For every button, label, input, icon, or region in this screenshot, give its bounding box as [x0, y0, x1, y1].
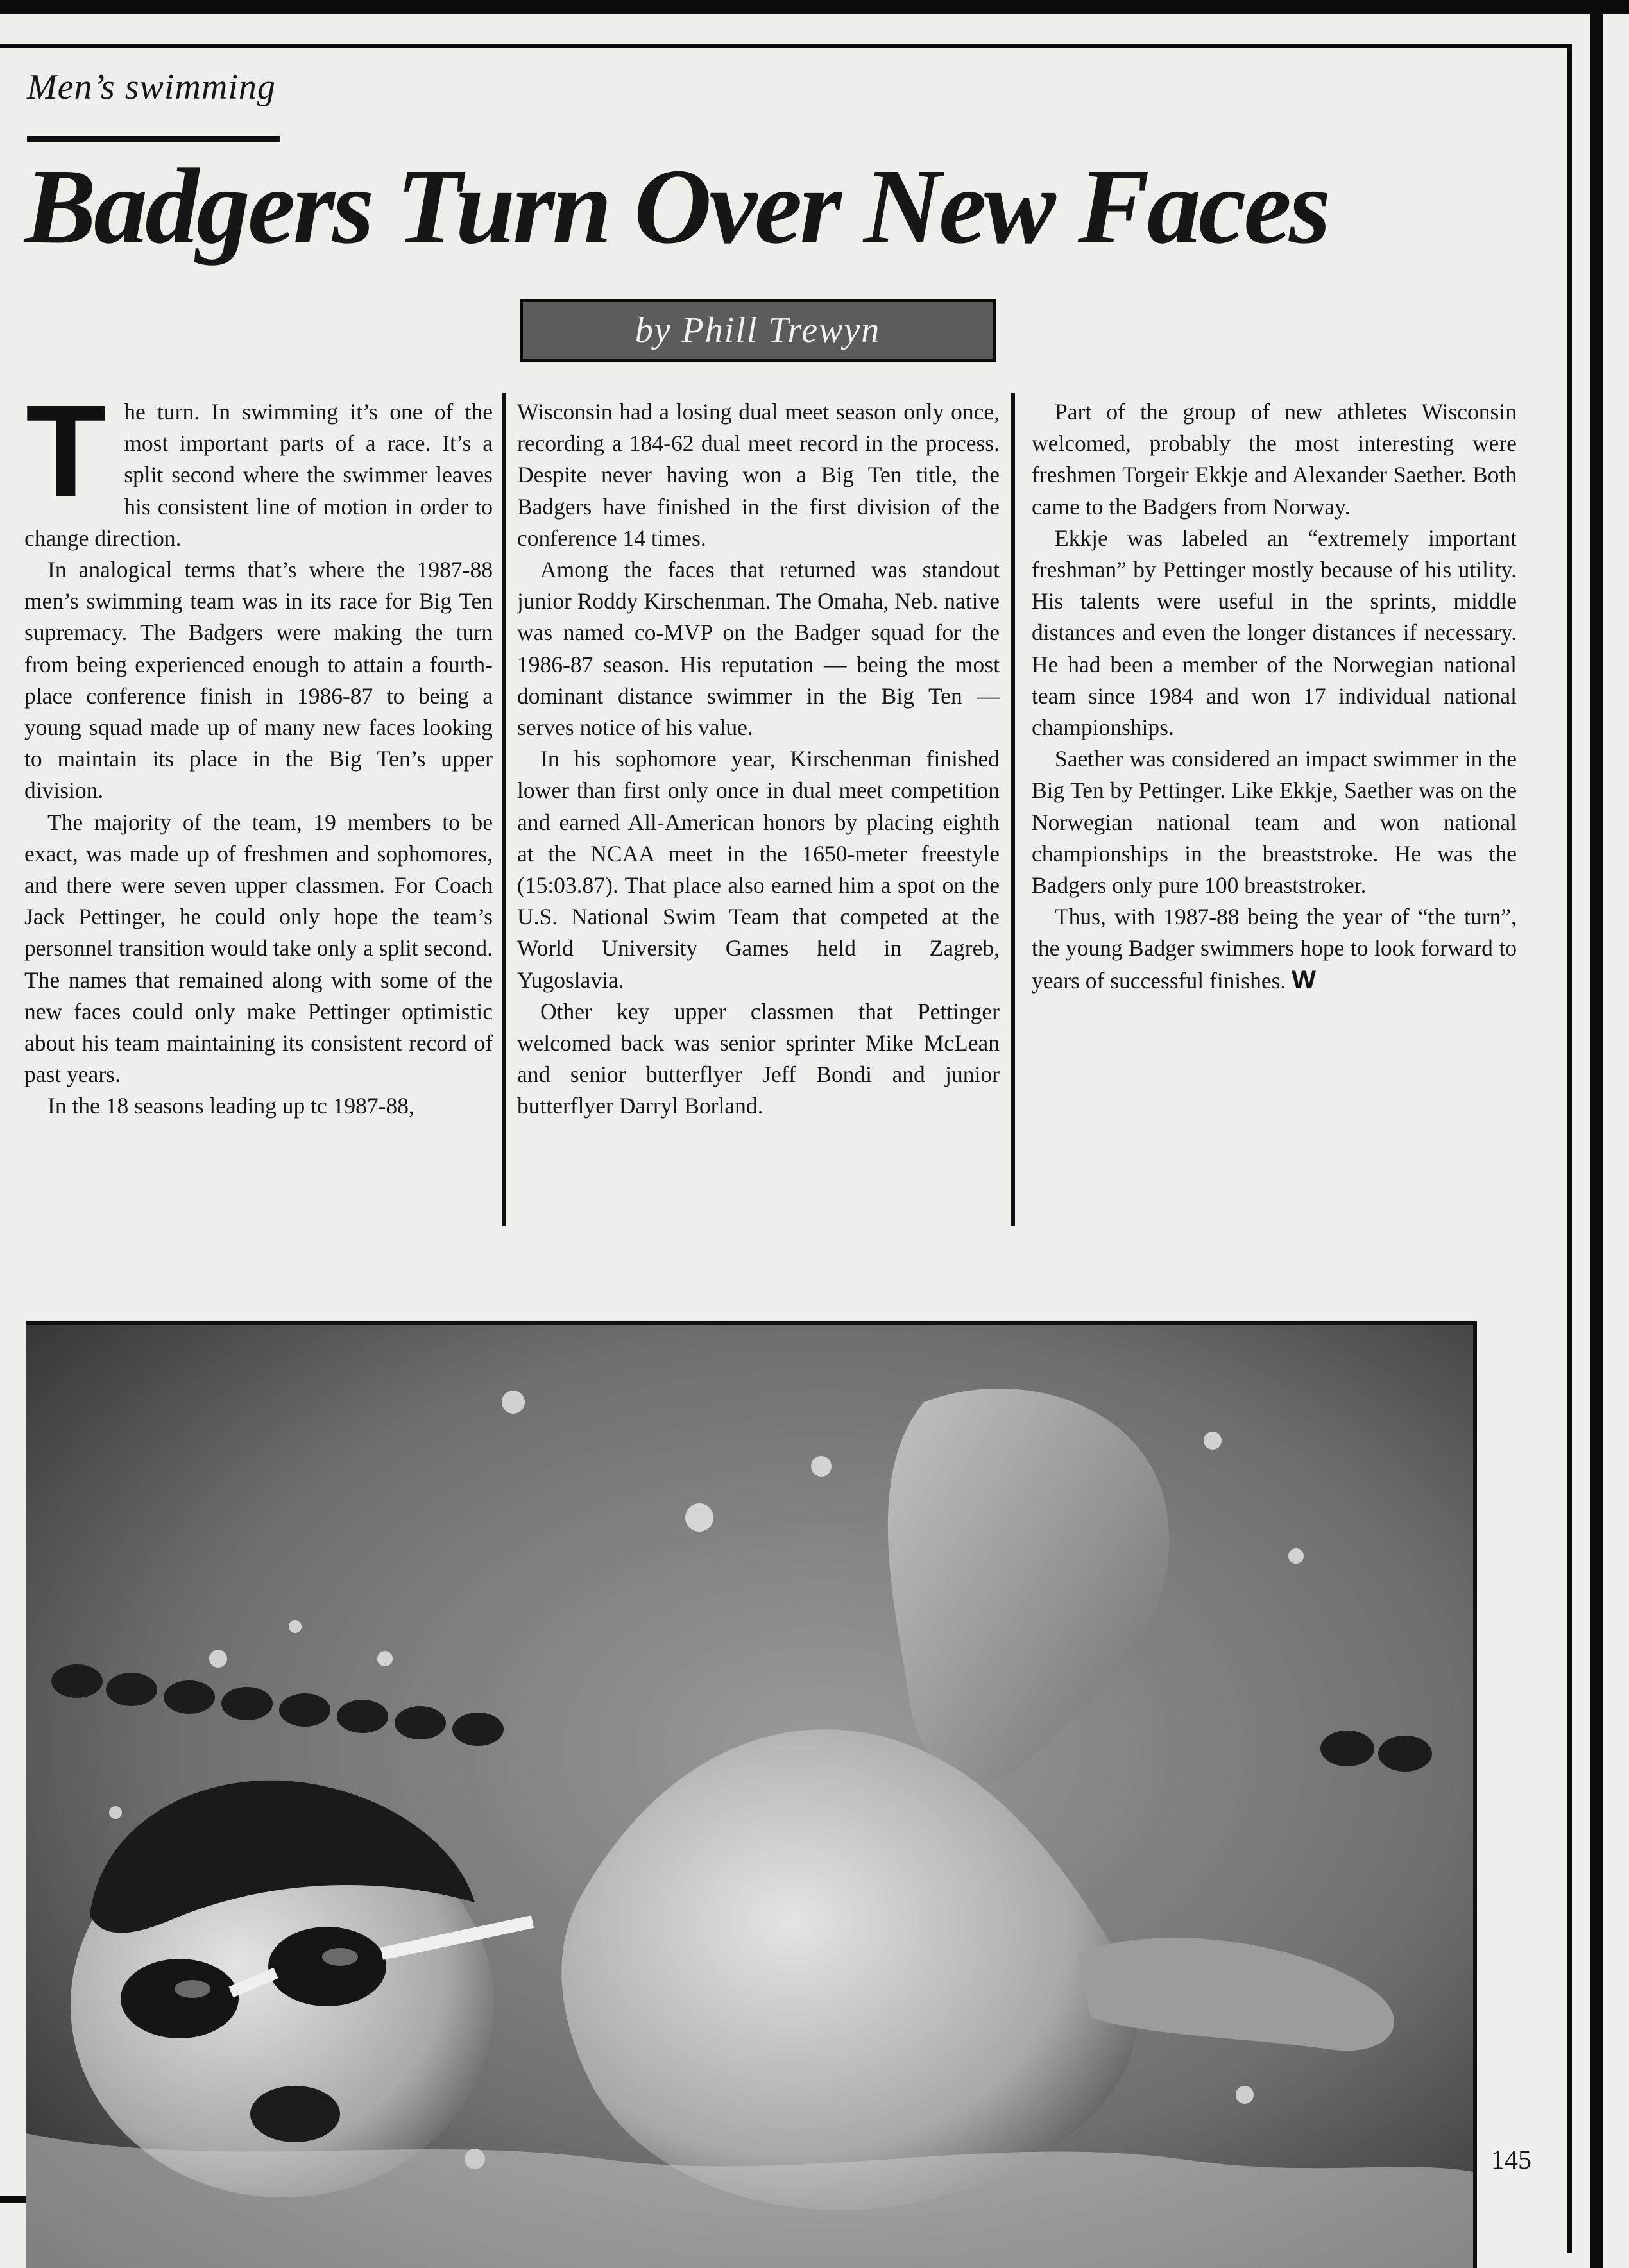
column-divider — [502, 393, 506, 1226]
paragraph: In analogical terms that’s where the 1987-88 men’s swimming team was in its race for Big Ten supremacy. The Badgers were making the turn from being experienced enough to attain a fourth-place conference finish in 1986-87 to being a young squad made up of many new faces looking to maintain its place in the Big Ten’s upper division. — [24, 557, 493, 804]
paragraph: Part of the group of new athletes Wisconsin welcomed, probably the most interesting were freshmen Torgeir Ekkje and Alexander Saether. Both came to the Badgers from Norway. — [1032, 399, 1517, 520]
article-column-2 — [517, 396, 1000, 1230]
paragraph: In his sophomore year, Kirschenman finished lower than first only once in dual meet competition and earned All-American honors by placing eighth at the NCAA meet in the 1650-meter freestyle (15:03.87). That place also earned him a spot on the U.S. National Swim Team that competed at the World University Games held in Zagreb, Yugoslavia. — [517, 746, 1000, 993]
open-mouth — [250, 2086, 340, 2142]
top-border — [0, 0, 1629, 14]
section-kicker: Men’s swimming — [27, 67, 276, 107]
frame-right-outer-rule — [1590, 14, 1603, 2268]
kicker-underline — [27, 136, 280, 142]
byline-box — [520, 299, 996, 362]
article-column-3 — [1032, 396, 1517, 1230]
headline: Badgers Turn Over New Faces — [24, 147, 1329, 266]
swimmer-photo — [26, 1321, 1477, 2268]
article-column-1 — [24, 396, 493, 1230]
paragraph: Wisconsin had a losing dual meet season only once, recording a 184-62 dual meet record in the process. Despite never having won a Big Ten title, the Badgers have finished in the first division of the conference 14 times. — [517, 399, 1000, 551]
paragraph: In the 18 seasons leading up tc 1987-88, — [47, 1093, 414, 1119]
column-divider — [1011, 393, 1015, 1226]
paragraph: Ekkje was labeled an “extremely important freshman” by Pettinger mostly because of his utility. His talents were useful in the sprints, middle distances and even the longer distances if necessary. He had been a member of the Norwegian national team since 1984 and won 17 individual national championships. — [1032, 525, 1517, 741]
frame-top-rule — [0, 44, 1572, 48]
paragraph: Other key upper classmen that Pettinger welcomed back was senior sprinter Mike McLean and senior butterflyer Jeff Bondi and junior butterflyer Darryl Borland. — [517, 998, 1000, 1119]
frame-right-inner-rule — [1567, 46, 1572, 2253]
byline: by Phill Trewyn — [635, 310, 881, 350]
drop-cap: T — [26, 396, 107, 525]
paragraph: The majority of the team, 19 members to be exact, was made up of freshmen and sophomores, and there were seven upper classmen. For Coach Jack Pettinger, he could only hope the team’s personnel transition would take only a split second. The names that remained along with some of the new faces could only make Pettinger optimistic about his team maintaining its consistent record of past years. — [24, 809, 493, 1088]
end-mark: W — [1292, 965, 1316, 994]
paragraph: Among the faces that returned was standout junior Roddy Kirschenman. The Omaha, Neb. native was named co-MVP on the Badger squad for the 1986-87 season. His reputation — being the most dominant distance swimmer in the Big Ten — serves notice of his value. — [517, 557, 1000, 741]
paragraph: Saether was considered an impact swimmer in the Big Ten by Pettinger. Like Ekkje, Saether was on the Norwegian national team and won national championships in the breaststroke. He was the Badgers only pure 100 breaststroker. — [1032, 746, 1517, 899]
page-number: 145 — [1491, 2145, 1531, 2175]
paragraph: he turn. In swimming it’s one of the most important parts of a race. It’s a split second where the swimmer leaves his consistent line of motion in order to change direction. — [24, 399, 493, 551]
paragraph: Thus, with 1987-88 being the year of “the turn”, the young Badger swimmers hope to look forward to years of successful finishes. — [1032, 904, 1517, 994]
